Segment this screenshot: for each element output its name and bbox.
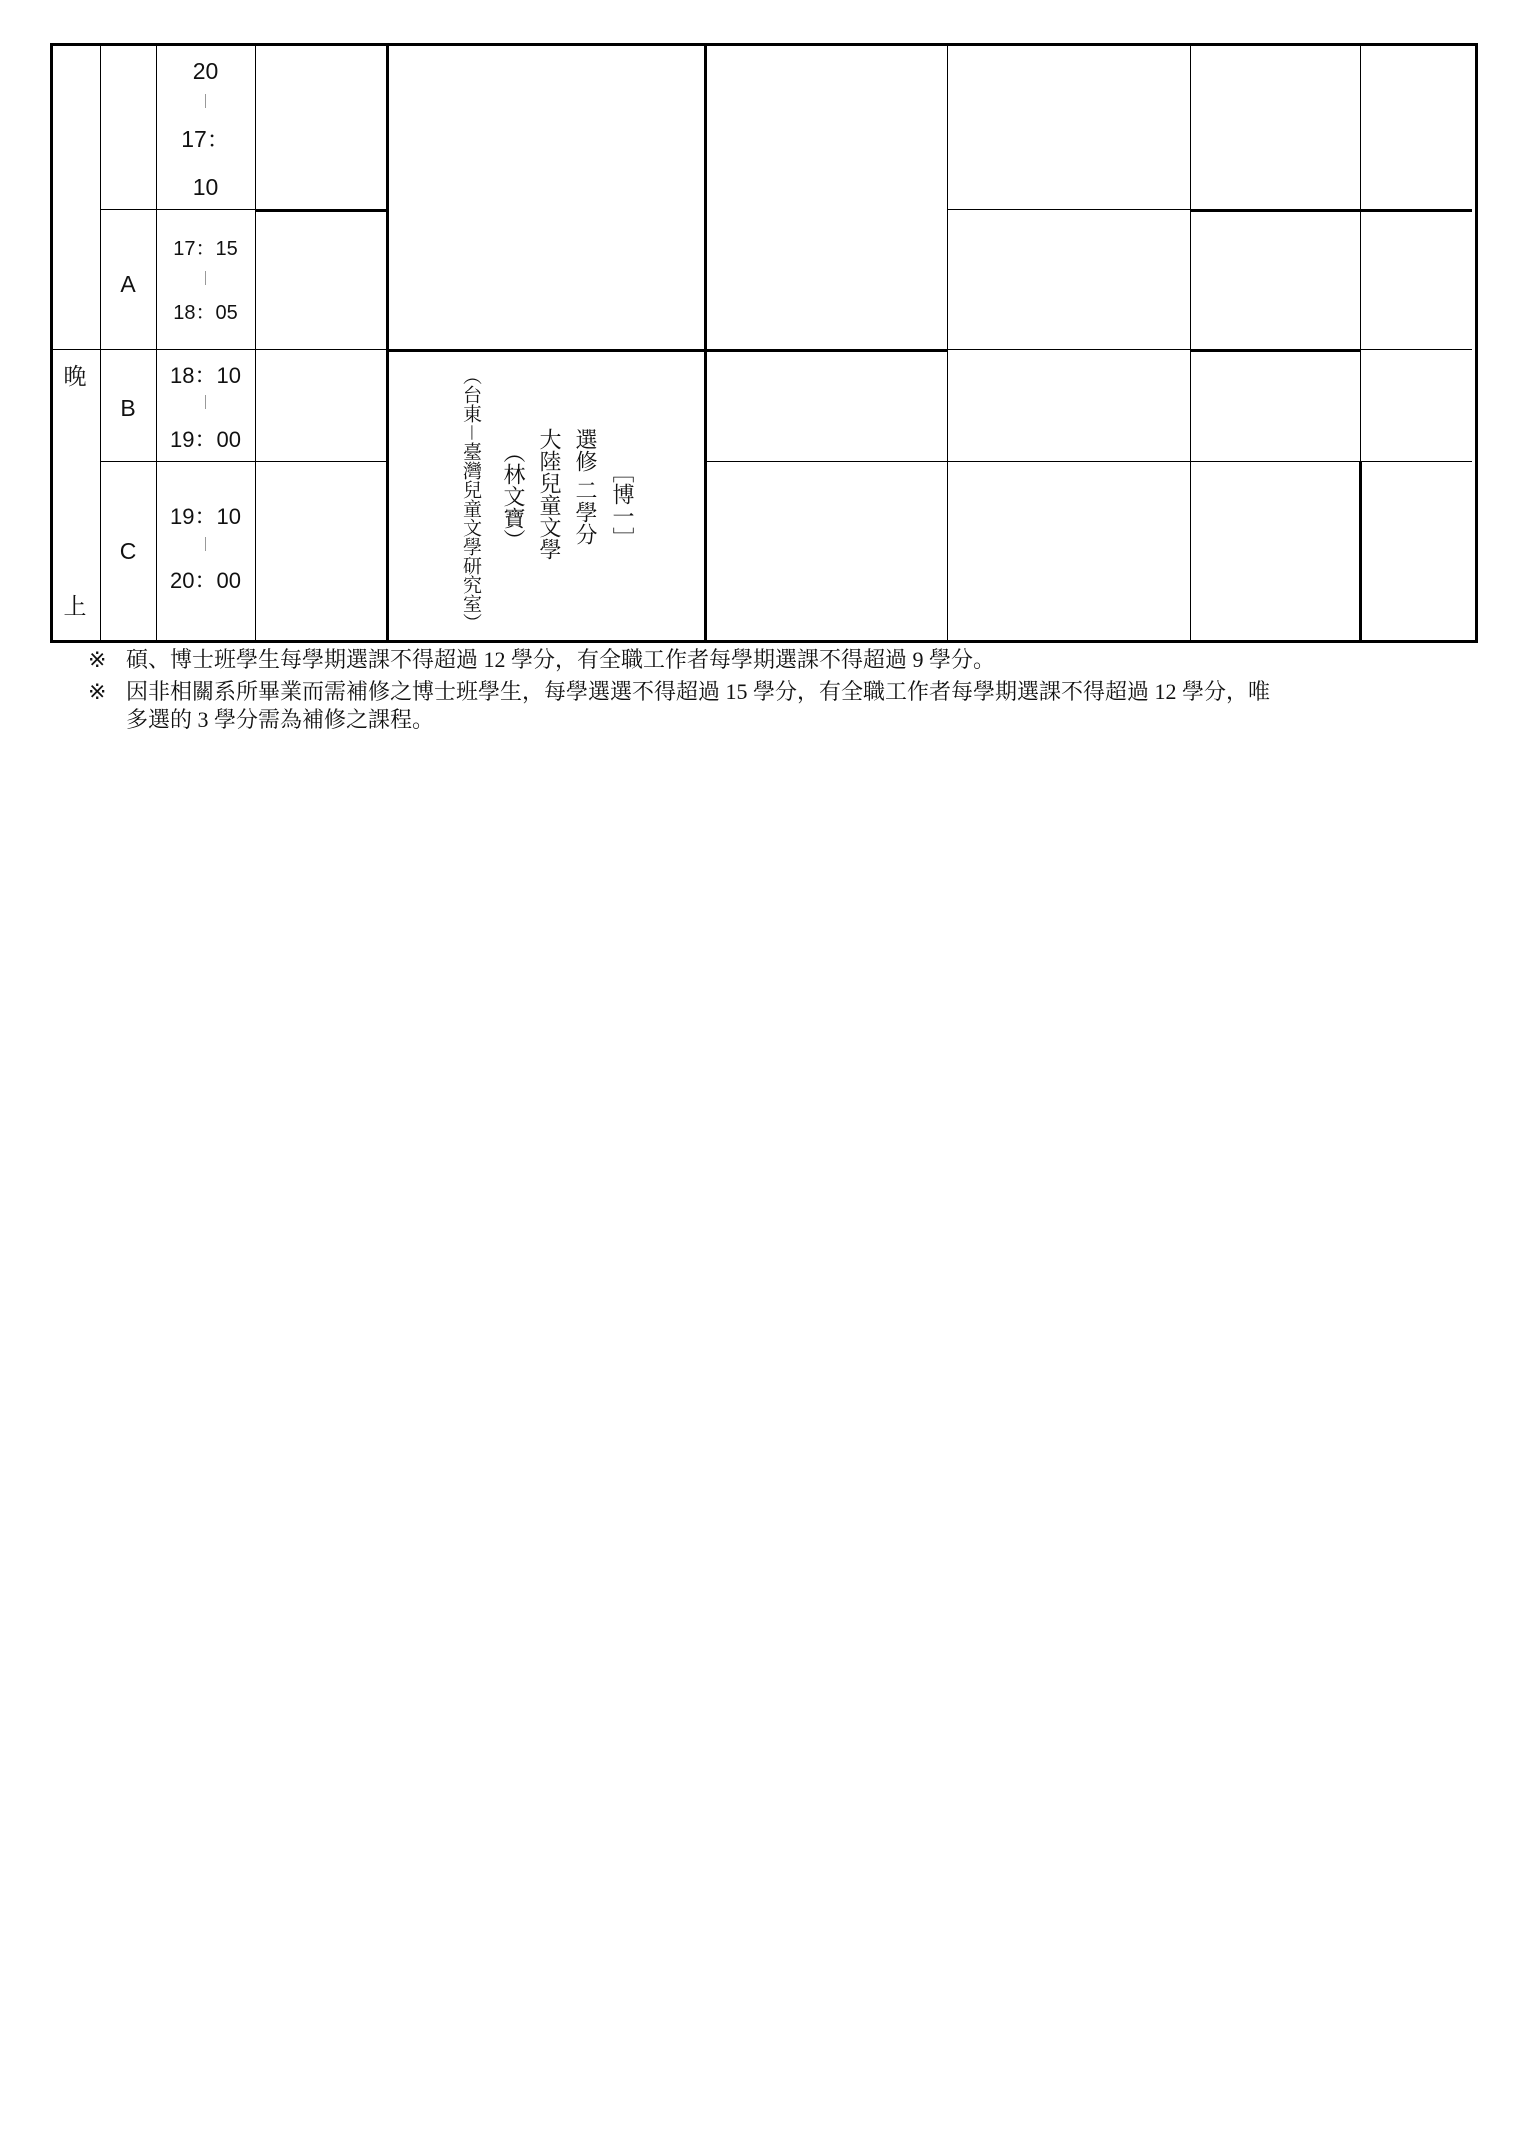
time-start: 20: [192, 58, 219, 84]
grid-line: [1359, 461, 1362, 643]
time-b-start: 18：10: [170, 363, 241, 388]
footnote-2-line-2: 多選的 3 學分需為補修之課程。: [126, 707, 435, 732]
course-type: 選修 二學分: [572, 428, 597, 545]
grid-line: [704, 461, 1472, 462]
course-teacher: （林文寶）: [500, 441, 525, 551]
time-c-end: 20：00: [170, 568, 241, 593]
course-name: 大陸兒童文學: [536, 428, 561, 560]
grid-line: [1190, 43, 1191, 643]
grid-line: [386, 43, 389, 643]
grid-line: [947, 43, 948, 643]
timetable: [50, 43, 1478, 643]
footnotes: [88, 646, 1448, 734]
reference-mark: ※: [88, 679, 107, 704]
time-b-end: 19：00: [170, 427, 241, 452]
time-dash: [205, 537, 206, 551]
footnote-1-text: 碩、博士班學生每學期選課不得超過 12 學分，有全職工作者每學期選課不得超過 9 學分。: [126, 647, 996, 672]
grid-line: [1190, 349, 1360, 352]
period-label-evening: 晚: [63, 364, 87, 390]
footnote-1: [88, 646, 1448, 674]
grid-line: [255, 209, 386, 212]
grid-line: [1360, 349, 1472, 350]
time-dash: [205, 94, 206, 108]
time-dash: [205, 395, 206, 409]
grid-line: [100, 209, 255, 210]
course-level: ［博一］: [609, 461, 634, 549]
course-room: （台東－臺灣兒童文學研究室）: [460, 366, 482, 633]
grid-line: [947, 349, 1190, 350]
grid-line: [100, 461, 386, 462]
footnote-2-line-1: 因非相關系所畢業而需補修之博士班學生，每學選選不得超過 15 學分，有全職工作者每學期選課不得超過 12 學分，唯: [126, 679, 1271, 704]
timetable-frame: [50, 43, 1478, 643]
footnote-2: [88, 678, 1448, 734]
grid-line: [1190, 209, 1472, 212]
grid-line: [386, 349, 947, 352]
row-label-b: B: [120, 395, 136, 421]
grid-line: [704, 43, 707, 643]
time-a-start: 17：15: [173, 238, 238, 260]
row-label-a: A: [120, 271, 136, 297]
reference-mark: ※: [88, 647, 107, 672]
grid-line: [255, 43, 256, 643]
time-end-minute: 10: [192, 174, 219, 200]
grid-line: [947, 209, 1190, 210]
period-label-evening-2: 上: [63, 594, 87, 620]
row-label-c: C: [119, 538, 137, 564]
grid-line: [50, 349, 386, 350]
time-a-end: 18：05: [173, 302, 238, 324]
time-c-start: 19：10: [170, 504, 241, 529]
grid-line: [1360, 43, 1361, 461]
time-dash: [205, 271, 206, 285]
time-end-hour: 17：: [181, 126, 230, 152]
